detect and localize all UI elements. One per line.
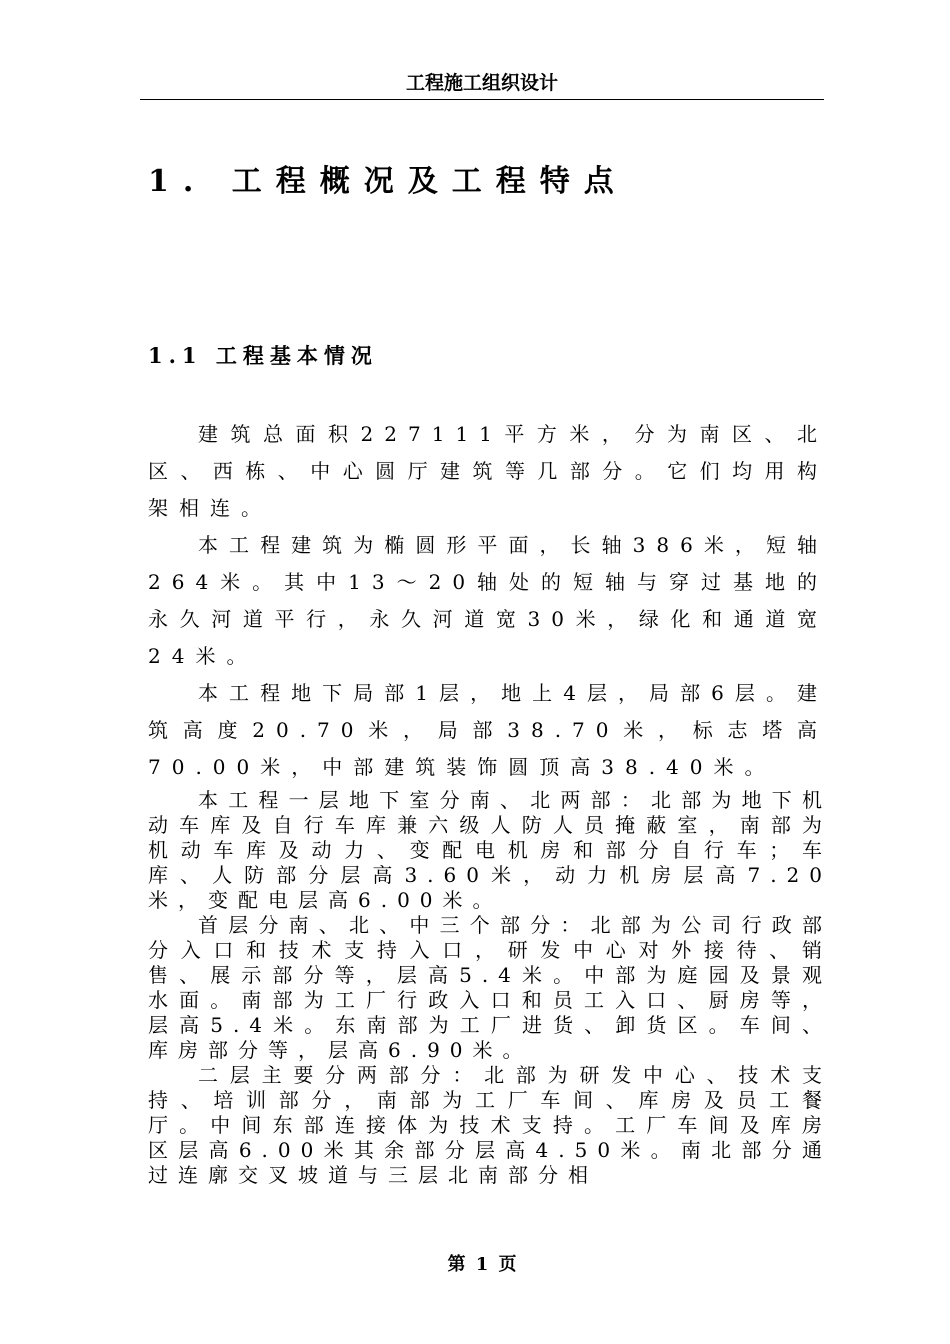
section-title: 1.1 工程基本情况 bbox=[148, 343, 378, 368]
chapter-title: 1. 工程概况及工程特点 bbox=[148, 164, 628, 199]
header-title: 工程施工组织设计 bbox=[405, 72, 558, 94]
body-text-block-2 bbox=[148, 788, 832, 1188]
paragraph-basement: 本工程一层地下室分南、北两部：北部为地下机动车库及自行车库兼六级人防人员掩蔽室，南部为机动车库及动力、变配电机房和部分自行车；车库、人防部分层高3.60米，动力机房层高7.20米，变配电层高6.00米。 bbox=[148, 788, 832, 912]
page-number: 第 1 页 bbox=[447, 1254, 517, 1275]
paragraph-second-floor: 二层主要分两部分：北部为研发中心、技术支持、培训部分，南部为工厂车间、库房及员工餐厅。中间东部连接体为技术支持。工厂车间及库房区层高6.00米其余部分层高4.50米。南北部分通过连廓交叉坡道与三层北南部分相 bbox=[148, 1063, 832, 1187]
paragraph-total-area: 建筑总面积227111平方米，分为南区、北区、西栋、中心圆厅建筑等几部分。它们均用构架相连。 bbox=[148, 422, 828, 520]
header-divider bbox=[140, 99, 824, 100]
paragraph-first-floor: 首层分南、北、中三个部分：北部为公司行政部分入口和技术支持入口，研发中心对外接待、销售、展示部分等，层高5.4米。中部为庭园及景观水面。南部为工厂行政入口和员工入口、厨房等，层高5.4米。东南部为工厂进货、卸货区。车间、库房部分等，层高6.90米。 bbox=[148, 913, 832, 1062]
paragraph-plan-shape: 本工程建筑为椭圆形平面，长轴386米，短轴264米。其中13～20轴处的短轴与穿过基地的永久河道平行，永久河道宽30米，绿化和通道宽24米。 bbox=[148, 533, 828, 668]
body-text-block-1 bbox=[148, 416, 828, 786]
paragraph-floors-height: 本工程地下局部1层，地上4层，局部6层。建筑高度20.70米，局部38.70米，标志塔高70.00米，中部建筑装饰圆顶高38.40米。 bbox=[148, 681, 828, 779]
